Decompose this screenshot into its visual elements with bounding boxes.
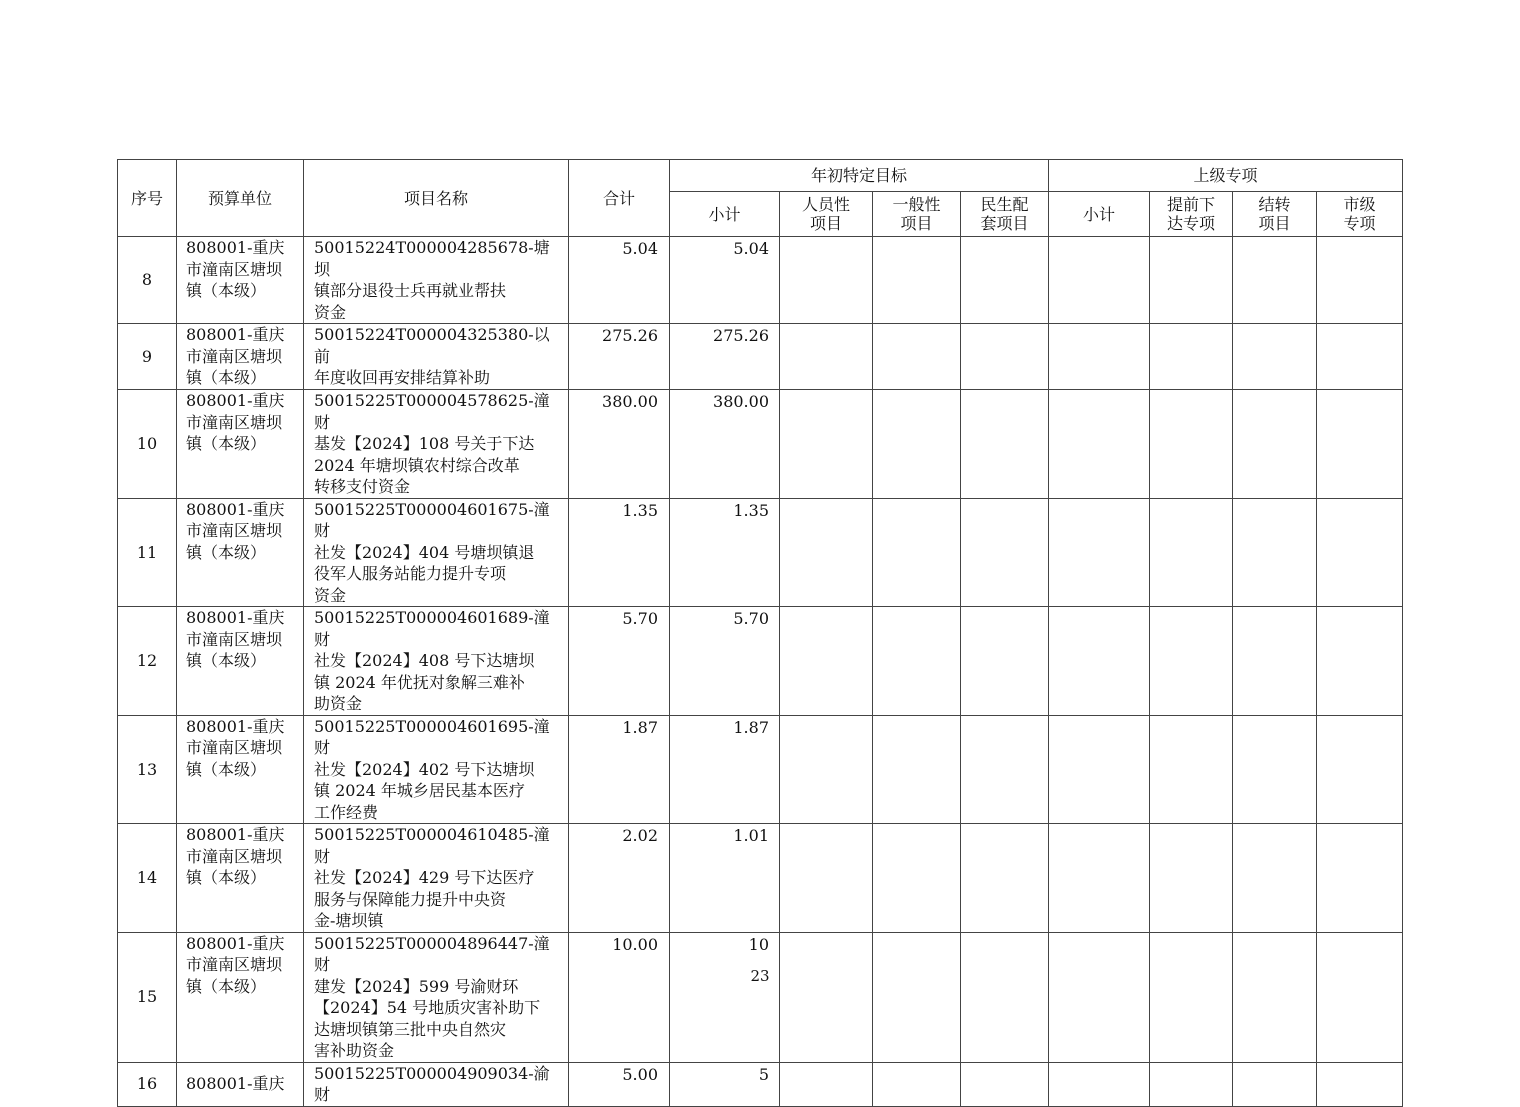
header-initial-general [873,192,961,237]
row-superior-subtotal [1049,607,1150,716]
header-project: 项目名称 [304,160,569,237]
row-city [1317,390,1403,499]
row-carryover [1233,715,1317,824]
row-subtotal: 380.00 [670,390,780,499]
row-general [873,715,961,824]
header-superior-city [1317,192,1403,237]
row-index: 12 [118,607,177,716]
header-initial-subtotal: 小计 [670,192,780,237]
header-superior-carryover-label: 结转 项目 [1258,195,1291,233]
header-initial-livelihood [961,192,1049,237]
table-row [118,607,1403,716]
row-livelihood [961,324,1049,390]
row-subtotal: 5.70 [670,607,780,716]
row-index: 14 [118,824,177,933]
row-superior-subtotal [1049,1062,1150,1106]
row-carryover [1233,324,1317,390]
header-superior-advance-label: 提前下 达专项 [1167,195,1216,233]
row-total: 5.70 [569,607,670,716]
row-city [1317,498,1403,607]
row-livelihood [961,607,1049,716]
header-unit: 预算单位 [177,160,304,237]
table-row [118,498,1403,607]
row-unit: 808001-重庆 市潼南区塘坝 镇（本级） [177,324,304,390]
header-group-initial: 年初特定目标 [670,160,1049,192]
table-row [118,1062,1403,1106]
header-superior-city-label: 市级 专项 [1343,195,1376,233]
row-carryover [1233,498,1317,607]
row-subtotal: 5 [670,1062,780,1106]
row-superior-subtotal [1049,390,1150,499]
row-index: 15 [118,932,177,1062]
table-row [118,237,1403,324]
row-city [1317,324,1403,390]
row-carryover [1233,824,1317,933]
row-superior-subtotal [1049,237,1150,324]
row-advance [1150,932,1233,1062]
row-total: 5.00 [569,1062,670,1106]
row-advance [1150,237,1233,324]
header-superior-advance [1150,192,1233,237]
row-subtotal: 1.01 [670,824,780,933]
row-unit: 808001-重庆 市潼南区塘坝 镇（本级） [177,715,304,824]
row-general [873,324,961,390]
row-city [1317,932,1403,1062]
row-livelihood [961,715,1049,824]
table-row [118,824,1403,933]
row-project: 50015225T000004610485-潼财 社发【2024】429 号下达医疗 服务与保障能力提升中央资 金-塘坝镇 [304,824,569,933]
row-general [873,824,961,933]
row-carryover [1233,390,1317,499]
row-unit: 808001-重庆 市潼南区塘坝 镇（本级） [177,237,304,324]
row-project: 50015225T000004601695-潼财 社发【2024】402 号下达塘坝 镇 2024 年城乡居民基本医疗 工作经费 [304,715,569,824]
row-unit: 808001-重庆 市潼南区塘坝 镇（本级） [177,498,304,607]
row-superior-subtotal [1049,498,1150,607]
header-initial-livelihood-label: 民生配 套项目 [980,195,1029,233]
row-general [873,932,961,1062]
row-general [873,237,961,324]
row-advance [1150,498,1233,607]
budget-table [117,159,1403,1107]
row-personnel [780,237,873,324]
header-initial-general-label: 一般性 项目 [892,195,941,233]
row-unit: 808001-重庆 市潼南区塘坝 镇（本级） [177,390,304,499]
row-project: 50015225T000004601675-潼财 社发【2024】404 号塘坝镇退 役军人服务站能力提升专项 资金 [304,498,569,607]
header-initial-personnel [780,192,873,237]
row-carryover [1233,607,1317,716]
row-subtotal: 5.04 [670,237,780,324]
row-project: 50015224T000004325380-以前 年度收回再安排结算补助 [304,324,569,390]
table-header [118,160,1403,237]
row-subtotal: 1.87 [670,715,780,824]
row-unit: 808001-重庆 [177,1062,304,1106]
row-superior-subtotal [1049,324,1150,390]
row-project: 50015225T000004909034-渝财 [304,1062,569,1106]
row-index: 9 [118,324,177,390]
row-general [873,390,961,499]
row-total: 10.00 [569,932,670,1062]
row-index: 13 [118,715,177,824]
row-carryover [1233,932,1317,1062]
row-city [1317,715,1403,824]
header-superior-carryover [1233,192,1317,237]
row-carryover [1233,1062,1317,1106]
row-personnel [780,390,873,499]
header-superior-subtotal: 小计 [1049,192,1150,237]
row-index: 10 [118,390,177,499]
row-livelihood [961,824,1049,933]
row-total: 275.26 [569,324,670,390]
row-advance [1150,324,1233,390]
row-livelihood [961,390,1049,499]
row-city [1317,607,1403,716]
row-index: 11 [118,498,177,607]
row-advance [1150,390,1233,499]
row-personnel [780,824,873,933]
row-advance [1150,607,1233,716]
row-advance [1150,715,1233,824]
header-total: 合计 [569,160,670,237]
row-advance [1150,1062,1233,1106]
row-superior-subtotal [1049,715,1150,824]
row-total: 1.35 [569,498,670,607]
row-advance [1150,824,1233,933]
row-total: 2.02 [569,824,670,933]
row-personnel [780,324,873,390]
row-total: 5.04 [569,237,670,324]
row-project: 50015225T000004578625-潼财 基发【2024】108 号关于下达 2024 年塘坝镇农村综合改革 转移支付资金 [304,390,569,499]
row-project: 50015225T000004896447-潼财 建发【2024】599 号渝财环 【2024】54 号地质灾害补助下 达塘坝镇第三批中央自然灾 害补助资金 [304,932,569,1062]
row-total: 380.00 [569,390,670,499]
row-city [1317,237,1403,324]
row-subtotal: 10 [670,932,780,1062]
row-city [1317,1062,1403,1106]
row-subtotal: 1.35 [670,498,780,607]
table-row [118,715,1403,824]
row-livelihood [961,498,1049,607]
row-personnel [780,715,873,824]
row-livelihood [961,932,1049,1062]
row-unit: 808001-重庆 市潼南区塘坝 镇（本级） [177,824,304,933]
row-subtotal: 275.26 [670,324,780,390]
row-personnel [780,607,873,716]
row-project: 50015224T000004285678-塘坝 镇部分退役士兵再就业帮扶 资金 [304,237,569,324]
row-superior-subtotal [1049,932,1150,1062]
header-initial-personnel-label: 人员性 项目 [801,195,850,233]
row-general [873,607,961,716]
table-row [118,390,1403,499]
row-superior-subtotal [1049,824,1150,933]
row-general [873,498,961,607]
page-number: 23 [750,967,770,985]
row-personnel [780,1062,873,1106]
table-row [118,324,1403,390]
header-group-superior: 上级专项 [1049,160,1403,192]
row-project: 50015225T000004601689-潼财 社发【2024】408 号下达塘坝 镇 2024 年优抚对象解三难补 助资金 [304,607,569,716]
table-row [118,932,1403,1062]
row-unit: 808001-重庆 市潼南区塘坝 镇（本级） [177,607,304,716]
row-personnel [780,498,873,607]
row-total: 1.87 [569,715,670,824]
row-unit: 808001-重庆 市潼南区塘坝 镇（本级） [177,932,304,1062]
header-index: 序号 [118,160,177,237]
row-general [873,1062,961,1106]
row-index: 16 [118,1062,177,1106]
row-index: 8 [118,237,177,324]
row-personnel [780,932,873,1062]
row-livelihood [961,237,1049,324]
row-city [1317,824,1403,933]
row-livelihood [961,1062,1049,1106]
row-carryover [1233,237,1317,324]
